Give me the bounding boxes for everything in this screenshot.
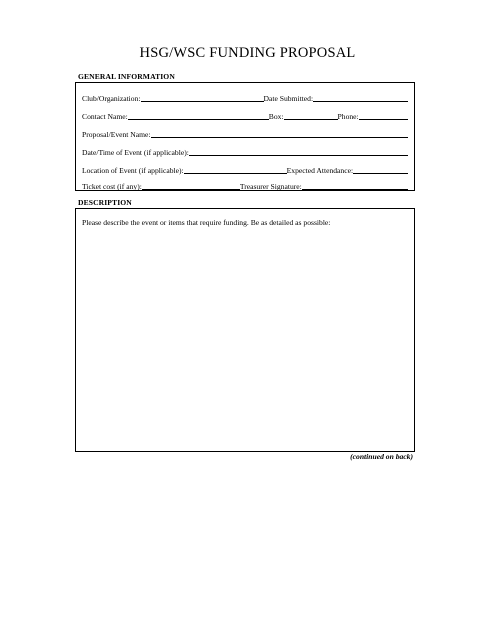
description-heading: DESCRIPTION <box>78 198 132 207</box>
treasurer-signature-field[interactable] <box>302 180 408 190</box>
ticket-cost-label: Ticket cost (if any): <box>82 182 142 191</box>
datetime-field[interactable] <box>189 146 408 156</box>
description-prompt: Please describe the event or items that require funding. Be as detailed as possible: <box>82 218 331 227</box>
club-label: Club/Organization: <box>82 94 141 103</box>
date-submitted-label: Date Submitted: <box>263 94 314 103</box>
proposal-row <box>82 127 408 139</box>
proposal-name-label: Proposal/Event Name: <box>82 130 151 139</box>
datetime-row <box>82 145 408 157</box>
contact-row <box>82 109 408 121</box>
continued-on-back-note: (continued on back) <box>350 452 413 461</box>
general-information-heading: GENERAL INFORMATION <box>78 72 175 81</box>
datetime-label: Date/Time of Event (if applicable): <box>82 148 189 157</box>
club-row <box>82 91 408 103</box>
proposal-name-field[interactable] <box>151 128 408 138</box>
ticket-cost-field[interactable] <box>142 180 240 190</box>
general-information-box <box>75 82 415 191</box>
treasurer-signature-label: Treasurer Signature: <box>239 182 302 191</box>
phone-label: Phone: <box>337 112 359 121</box>
box-field[interactable] <box>284 110 338 120</box>
box-label: Box: <box>268 112 284 121</box>
date-submitted-field[interactable] <box>313 92 408 102</box>
contact-name-label: Contact Name: <box>82 112 128 121</box>
description-box[interactable] <box>75 208 415 452</box>
ticket-row <box>82 179 408 191</box>
club-field[interactable] <box>141 92 264 102</box>
location-label: Location of Event (if applicable): <box>82 166 184 175</box>
contact-name-field[interactable] <box>128 110 269 120</box>
attendance-field[interactable] <box>353 164 408 174</box>
location-row <box>82 163 408 175</box>
attendance-label: Expected Attendance: <box>286 166 354 175</box>
phone-field[interactable] <box>359 110 408 120</box>
location-field[interactable] <box>184 164 287 174</box>
form-title: HSG/WSC FUNDING PROPOSAL <box>139 45 356 61</box>
